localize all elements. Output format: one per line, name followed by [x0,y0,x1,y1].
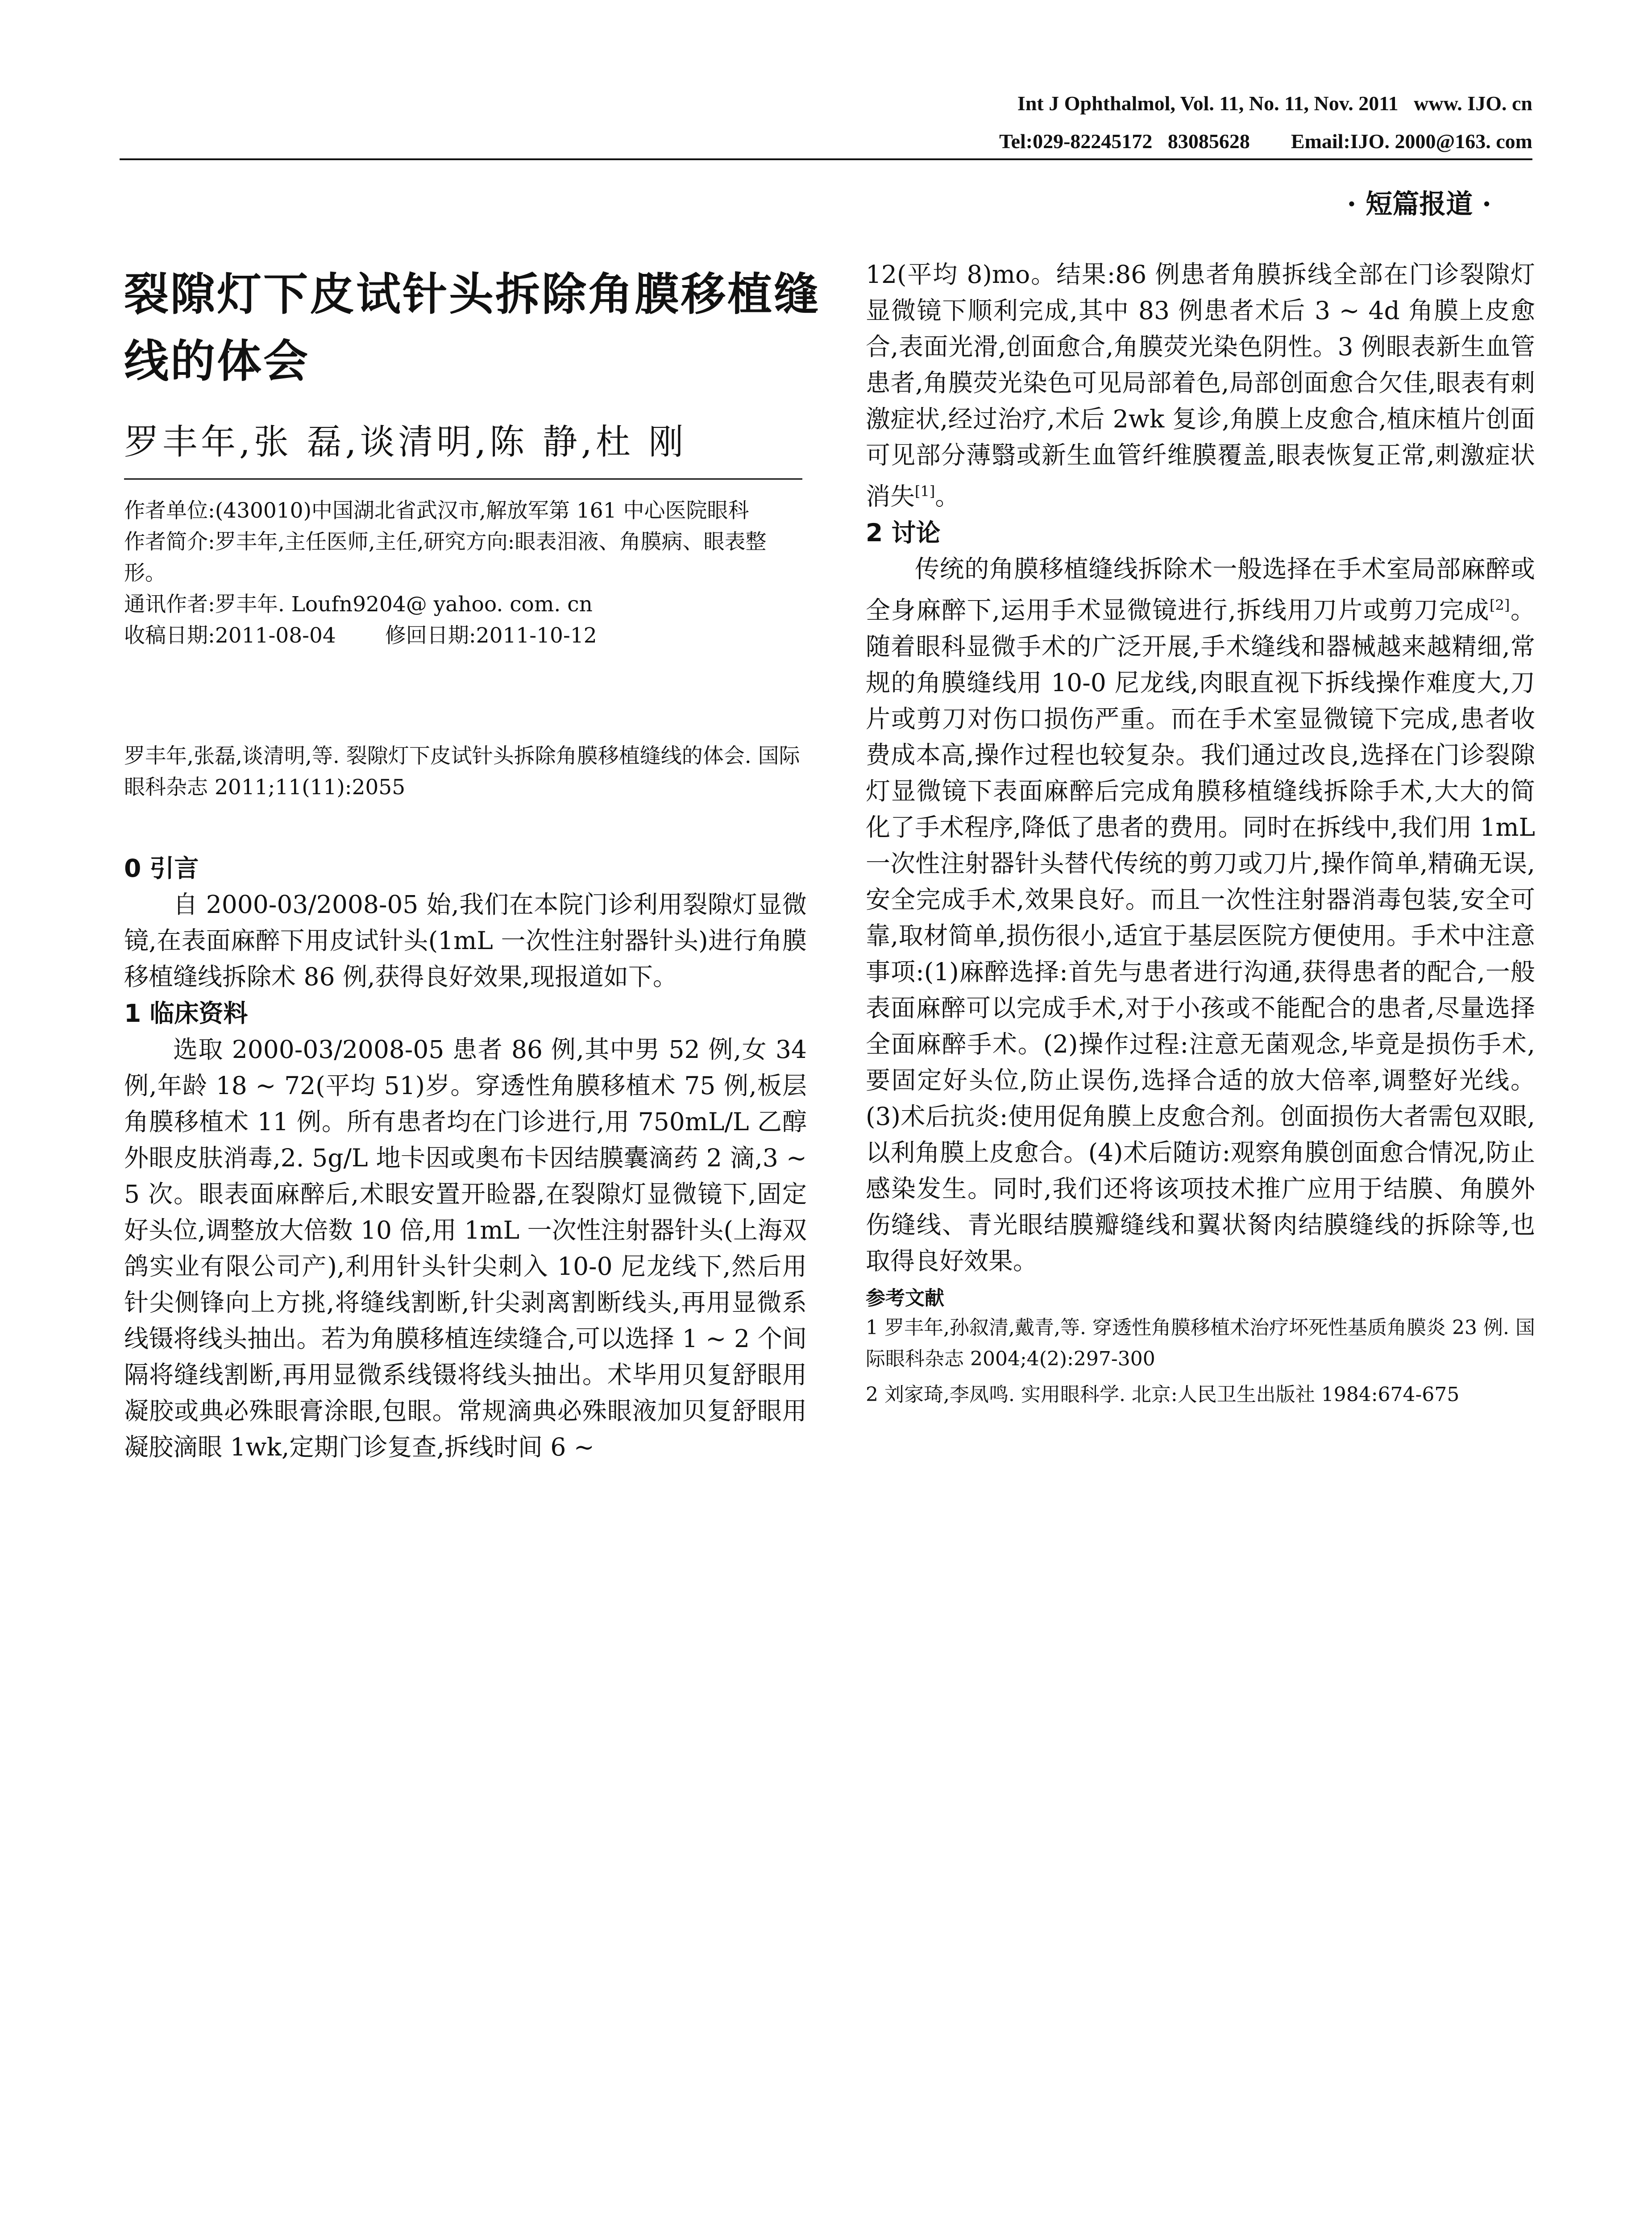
intro-heading: 0 引言 [124,854,199,883]
journal-info: Int J Ophthalmol, Vol. 11, No. 11, Nov. 2011 www. IJO. cn [1017,92,1532,115]
intro-text: 自 2000-03/2008-05 始,我们在本院门诊利用裂隙灯显微镜,在表面麻醉下用皮试针头(1mL 一次性注射器针头)进行角膜移植缝线拆除术 86 例,获得良好效果,现报道如下。 [124,890,807,991]
reference-item: 2 刘家琦,李凤鸣. 实用眼科学. 北京:人民卫生出版社 1984:674-675 [866,1383,1460,1406]
received-date: 收稿日期:2011-08-04 [124,623,336,648]
citation-ref-2[interactable]: [2] [1490,597,1510,614]
title-rule [124,478,802,480]
affiliation: 作者单位:(430010)中国湖北省武汉市,解放军第 161 中心医院眼科 [124,498,749,523]
journal-contact: Tel:029-82245172 83085628 Email:IJO. 2000@163. com [999,130,1532,153]
references-heading: 参考文献 [866,1286,944,1310]
author-list: 罗丰年,张 磊,谈清明,陈 静,杜 刚 [124,422,687,462]
discussion-text: 传统的角膜移植缝线拆除术一般选择在手术室局部麻醉或全身麻醉下,运用手术显微镜进行,拆线用刀片或剪刀完成[2]。随着眼科显微手术的广泛开展,手术缝线和器械越来越精细,常规的角膜缝线用 10-0 尼龙线,肉眼直视下拆线操作难度大,刀片或剪刀对伤口损伤严重。而在手术室显微镜下完成,患者收费成本高,操作过程也较复杂。我们通过改良,选择在门诊裂隙灯显微镜下表面麻醉后完成角膜移植缝线拆除手术,大大的简化了手术程序,降低了患者的费用。同时在拆线中,我们用 1mL 一次性注射器针头替代传统的剪刀或刀片,操作简单,精确无误,安全完成手术,效果良好。而且一次性注射器消毒包装,安全可靠,取材简单,损伤很小,适宜于基层医院方便使用。手术中注意事项:(1)麻醉选择:首先与患者进行沟通,获得患者的配合,一般表面麻醉可以完成手术,对于小孩或不能配合的患者,尽量选择全面麻醉手术。(2)操作过程:注意无菌观念,毕竟是损伤手术,要固定好头位,防止误伤,选择合适的放大倍率,调整好光线。(3)术后抗炎:使用促角膜上皮愈合剂。创面损伤大者需包双眼,以利角膜上皮愈合。(4)术后随访:观察角膜创面愈合情况,防止感染发生。同时,我们还将该项技术推广应用于结膜、角膜外伤缝线、青光眼结膜瓣缝线和翼状胬肉结膜缝线的拆除等,也取得良好效果。 [866,555,1536,1275]
clinical-heading: 1 临床资料 [124,999,248,1028]
clinical-text: 选取 2000-03/2008-05 患者 86 例,其中男 52 例,女 34 例,年龄 18 ~ 72(平均 51)岁。穿透性角膜移植术 75 例,板层角膜移植术 11 例。所有患者均在门诊进行,用 750mL/L 乙醇外眼皮肤消毒,2. 5g/L 地卡因或奥布卡因结膜囊滴药 2 滴,3 ~ 5 次。眼表面麻醉后,术眼安置开睑器,在裂隙灯显微镜下,固定好头位,调整放大倍数 10 倍,用 1mL 一次性注射器针头(上海双鸽实业有限公司产),利用针头针尖刺入 10-0 尼龙线下,然后用针尖侧锋向上方挑,将缝线割断,针尖剥离割断线头,再用显微系线镊将线头抽出。若为角膜移植连续缝合,可以选择 1 ~ 2 个间隔将缝线割断,再用显微系线镊将线头抽出。术毕用贝复舒眼用凝胶或典必殊眼膏涂眼,包眼。常规滴典必殊眼液加贝复舒眼用凝胶滴眼 1wk,定期门诊复查,拆线时间 6 ~ [124,1035,807,1461]
citation-ref-1[interactable]: [1] [915,483,935,500]
left-column [124,850,807,1465]
discussion-heading: 2 讨论 [866,518,941,547]
correspondence: 通讯作者:罗丰年. Loufn9204@ yahoo. com. cn [124,592,593,617]
dates [124,620,807,651]
clinical-text-continued: 12(平均 8)mo。结果:86 例患者角膜拆线全部在门诊裂隙灯显微镜下顺利完成,其中 83 例患者术后 3 ~ 4d 角膜上皮愈合,表面光滑,创面愈合,角膜荧光染色阴性。3 例眼表新生血管患者,角膜荧光染色可见局部着色,局部创面愈合欠佳,眼表有刺激症状,经过治疗,术后 2wk 复诊,角膜上皮愈合,植床植片创面可见部分薄翳或新生血管纤维膜覆盖,眼表恢复正常,刺激症状消失[1]。 [866,260,1535,511]
reference-item: 1 罗丰年,孙叙清,戴青,等. 穿透性角膜移植术治疗坏死性基质角膜炎 23 例. 国际眼科杂志 2004;4(2):297-300 [866,1316,1535,1370]
revised-date: 修回日期:2011-10-12 [385,623,597,648]
section-label: · 短篇报道 · [1347,189,1491,220]
citation: 罗丰年,张磊,谈清明,等. 裂隙灯下皮试针头拆除角膜移植缝线的体会. 国际眼科杂志 2011;11(11):2055 [124,744,800,800]
article-meta [124,495,807,651]
right-column [866,257,1535,1415]
article-title: 裂隙灯下皮试针头拆除角膜移植缝线的体会 [124,268,820,387]
header-rule [120,158,1532,160]
author-bio: 作者简介:罗丰年,主任医师,主任,研究方向:眼表泪液、角膜病、眼表整形。 [124,530,767,585]
